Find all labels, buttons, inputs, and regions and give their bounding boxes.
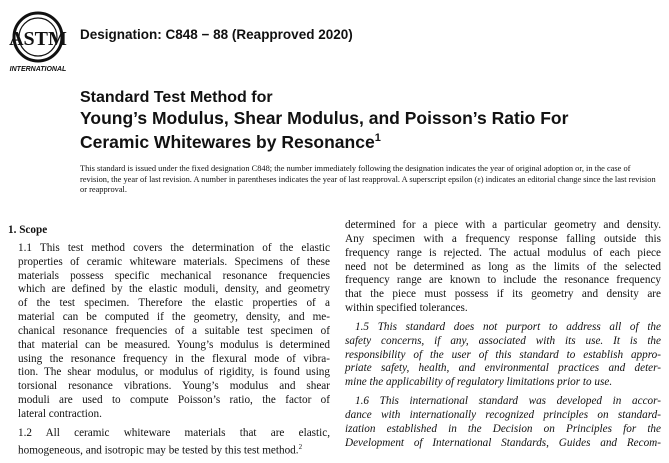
text-line: of the test specimen. Therefore the elastic properties of a xyxy=(18,297,330,310)
text-line: lateral contraction. xyxy=(18,407,102,420)
text-line: properties of ceramic whiteware materials. Specimens of these xyxy=(18,255,330,268)
text-line: within specified tolerances. xyxy=(345,302,468,315)
text-line: frequency range are known to include the resonance frequency xyxy=(345,274,661,287)
text-line: dance with internationally recognized principles on standard- xyxy=(345,408,661,421)
text-line: 1.1 This test method covers the determination of the elastic xyxy=(18,241,330,254)
title-line-3-wrap xyxy=(80,128,660,152)
text-line: 1.2 All ceramic whiteware materials that are elastic, xyxy=(18,426,330,439)
right-column xyxy=(345,219,661,456)
text-line: which are defined by the elastic moduli, density, and geometry xyxy=(18,283,330,296)
text-line: 1.6 This international standard was developed in accor- xyxy=(355,395,661,408)
paragraph-1-2 xyxy=(8,427,330,458)
text-line: that the piece must possess if its geometry and density are xyxy=(345,288,661,301)
logo-text: ASTM xyxy=(9,28,67,50)
text-line: Development of International Standards, Guides and Recom- xyxy=(345,436,661,449)
designation: Designation: C848 − 88 (Reapproved 2020) xyxy=(80,27,353,42)
title-line-2: Young’s Modulus, Shear Modulus, and Poisson’s Ratio For xyxy=(80,108,569,128)
title-line-1: Standard Test Method for xyxy=(80,89,273,106)
title-line-3: Ceramic Whitewares by Resonance xyxy=(80,131,375,152)
paragraph-1-6 xyxy=(345,395,661,450)
paragraph-1-5 xyxy=(345,321,661,390)
text-line: torsional resonance vibrations. Young’s modulus and shear xyxy=(18,380,330,393)
text-line: material can be computed if the geometry, density, and me- xyxy=(18,311,330,324)
text-line-wrap xyxy=(8,441,330,459)
scope-heading: 1. Scope xyxy=(8,224,48,236)
text-line: 1.5 This standard does not purport to address all of the xyxy=(355,320,661,333)
text-line: determined for a piece with a particular geometry and density. xyxy=(345,219,661,231)
text-line: materials possess specific mechanical resonance frequencies xyxy=(18,269,330,282)
text-line: moduli are used to compute Poisson’s ratio, the factor of xyxy=(18,394,330,407)
text-line: homogeneous, and isotropic may be tested by this test method. xyxy=(18,444,299,457)
paragraph-1-4-continued xyxy=(345,219,661,316)
text-line: chanical resonance frequencies of a suitable test specimen of xyxy=(18,324,330,337)
astm-logo xyxy=(8,10,68,74)
paragraph-1-1 xyxy=(8,242,330,422)
logo-subtext: INTERNATIONAL xyxy=(9,66,67,73)
text-line: safety concerns, if any, associated with its use. It is the xyxy=(345,334,661,347)
title-footnote-mark: 1 xyxy=(374,132,381,144)
text-line: need not be determined as long as the limits of the selected xyxy=(345,260,661,273)
document-title xyxy=(80,88,660,152)
text-line: Any specimen with a frequency response falling outside this xyxy=(345,232,661,245)
text-line: tion. The shear modulus, or modulus of rigidity, is found using xyxy=(18,366,330,379)
text-line: ization established in the Decision on Principles for the xyxy=(345,422,661,435)
footnote-mark: 2 xyxy=(298,442,303,451)
text-line: frequency range is rejected. The actual modulus of each piece xyxy=(345,246,661,259)
text-line: responsibility of the user of this standard to establish appro- xyxy=(345,348,661,361)
text-line: mine the applicability of regulatory limitations prior to use. xyxy=(345,376,613,389)
text-line: that material can be measured. Young’s modulus is determined xyxy=(18,338,330,351)
text-line: priate safety, health, and environmental practices and deter- xyxy=(345,362,661,375)
left-column xyxy=(8,224,330,463)
standard-notice: This standard is issued under the fixed designation C848; the number immediately following the designation indicates the year of original adoption or, in the case of revision, the year of last revision. A number in parentheses indicates the year of last reapproval. A superscript epsilon (ε) indicates an editorial change since the last revision or reapproval. xyxy=(80,164,656,194)
text-line: using the resonance frequency in the flexural mode of vibra- xyxy=(18,352,330,365)
